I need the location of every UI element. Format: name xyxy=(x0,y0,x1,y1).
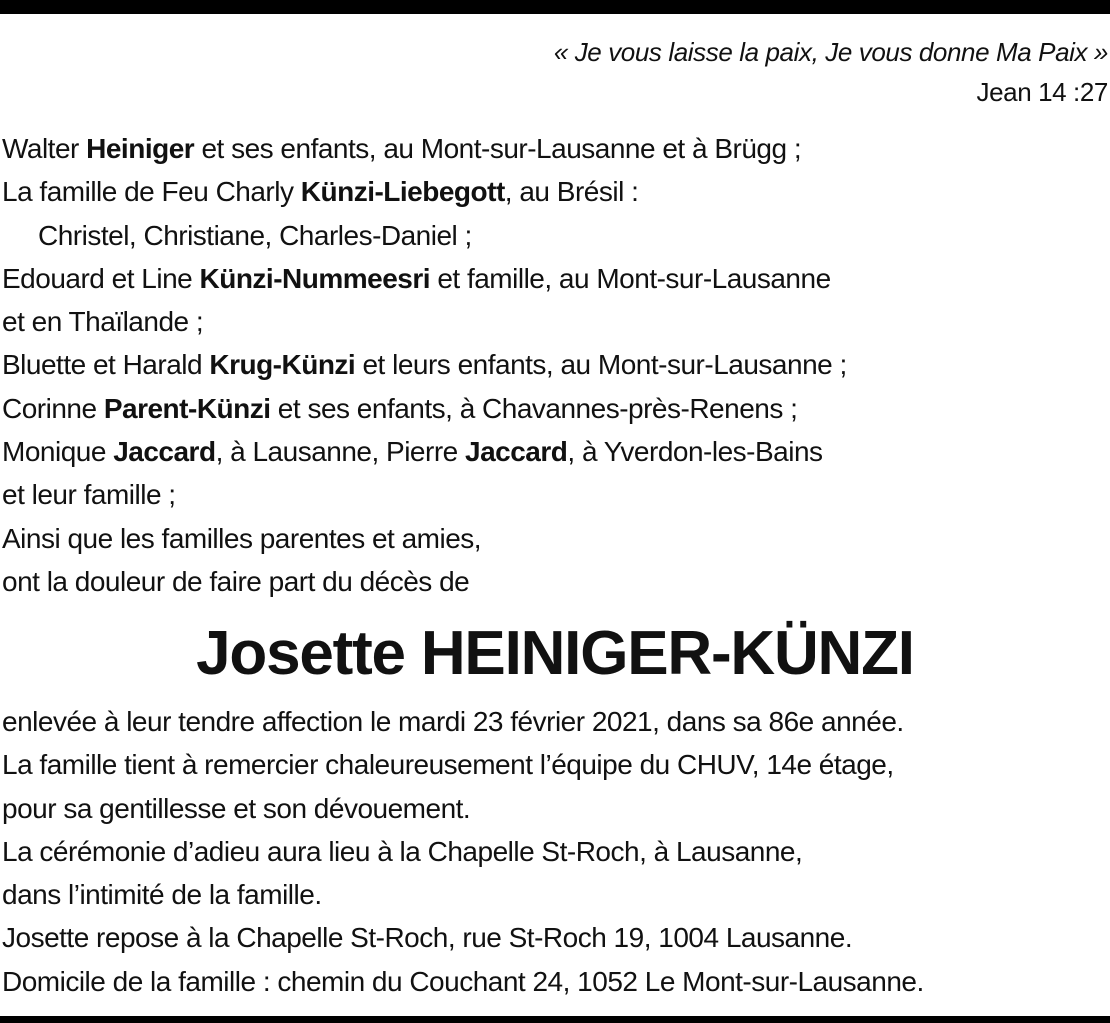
family-line xyxy=(2,127,847,170)
family-line xyxy=(2,170,847,213)
top-rule xyxy=(0,0,1110,14)
line-text: Monique xyxy=(2,436,114,468)
family-line xyxy=(2,214,847,257)
family-surname: Künzi-Nummeesri xyxy=(199,262,431,294)
closing-line: pour sa gentillesse et son dévouement. xyxy=(2,792,471,824)
family-line xyxy=(2,430,847,473)
family-surname: Krug-Künzi xyxy=(209,349,356,381)
family-surname: Künzi-Liebegott xyxy=(300,176,505,208)
line-text: , à Lausanne, Pierre xyxy=(215,436,466,468)
epigraph-quote: « Je vous laisse la paix, Je vous donne Ma Paix » xyxy=(553,37,1108,67)
line-text: et en Thaïlande ; xyxy=(2,306,204,338)
family-surname: Jaccard xyxy=(465,436,568,468)
family-line xyxy=(2,560,847,603)
line-text: , à Yverdon-les-Bains xyxy=(567,436,823,468)
family-list xyxy=(2,127,847,603)
line-text: , au Brésil : xyxy=(504,176,639,208)
closing-line: Josette repose à la Chapelle St-Roch, rue St-Roch 19, 1004 Lausanne. xyxy=(2,922,853,954)
deceased-name: Josette HEINIGER-KÜNZI xyxy=(196,619,914,688)
line-text: Bluette et Harald xyxy=(2,349,210,381)
line-text: Ainsi que les familles parentes et amies, xyxy=(2,522,482,554)
family-surname: Parent-Künzi xyxy=(103,392,271,424)
closing-line: La cérémonie d’adieu aura lieu à la Chapelle St-Roch, à Lausanne, xyxy=(2,835,803,867)
line-text: et leur famille ; xyxy=(2,479,176,511)
line-text: La famille de Feu Charly xyxy=(2,176,301,208)
family-line xyxy=(2,473,847,516)
line-text: et ses enfants, à Chavannes-près-Renens ; xyxy=(270,392,798,424)
line-text: et ses enfants, au Mont-sur-Lausanne et à Brügg ; xyxy=(194,133,802,164)
closing-line: La famille tient à remercier chaleureusement l’équipe du CHUV, 14e étage, xyxy=(2,749,894,781)
epigraph xyxy=(554,32,1108,112)
family-line xyxy=(2,257,847,300)
family-line xyxy=(2,300,847,343)
line-text: Corinne xyxy=(2,392,104,424)
line-text: et famille, au Mont-sur-Lausanne xyxy=(430,262,831,294)
family-line xyxy=(2,343,847,386)
closing-line: dans l’intimité de la famille. xyxy=(2,879,322,911)
closing-line: Domicile de la famille : chemin du Couchant 24, 1052 Le Mont-sur-Lausanne. xyxy=(2,965,924,997)
family-surname: Jaccard xyxy=(113,436,216,468)
line-text: et leurs enfants, au Mont-sur-Lausanne ; xyxy=(355,349,847,381)
line-text: ont la douleur de faire part du décès de xyxy=(2,565,470,597)
epigraph-reference: Jean 14 :27 xyxy=(976,77,1108,107)
family-surname: Heiniger xyxy=(86,133,195,164)
family-line xyxy=(2,387,847,430)
family-line xyxy=(2,517,847,560)
closing-line: enlevée à leur tendre affection le mardi 23 février 2021, dans sa 86e année. xyxy=(2,706,904,737)
closing-text xyxy=(2,700,924,1003)
line-text: Walter xyxy=(2,133,87,164)
bottom-rule xyxy=(0,1016,1110,1023)
line-text: Christel, Christiane, Charles-Daniel ; xyxy=(38,219,472,251)
line-text: Edouard et Line xyxy=(2,262,200,294)
